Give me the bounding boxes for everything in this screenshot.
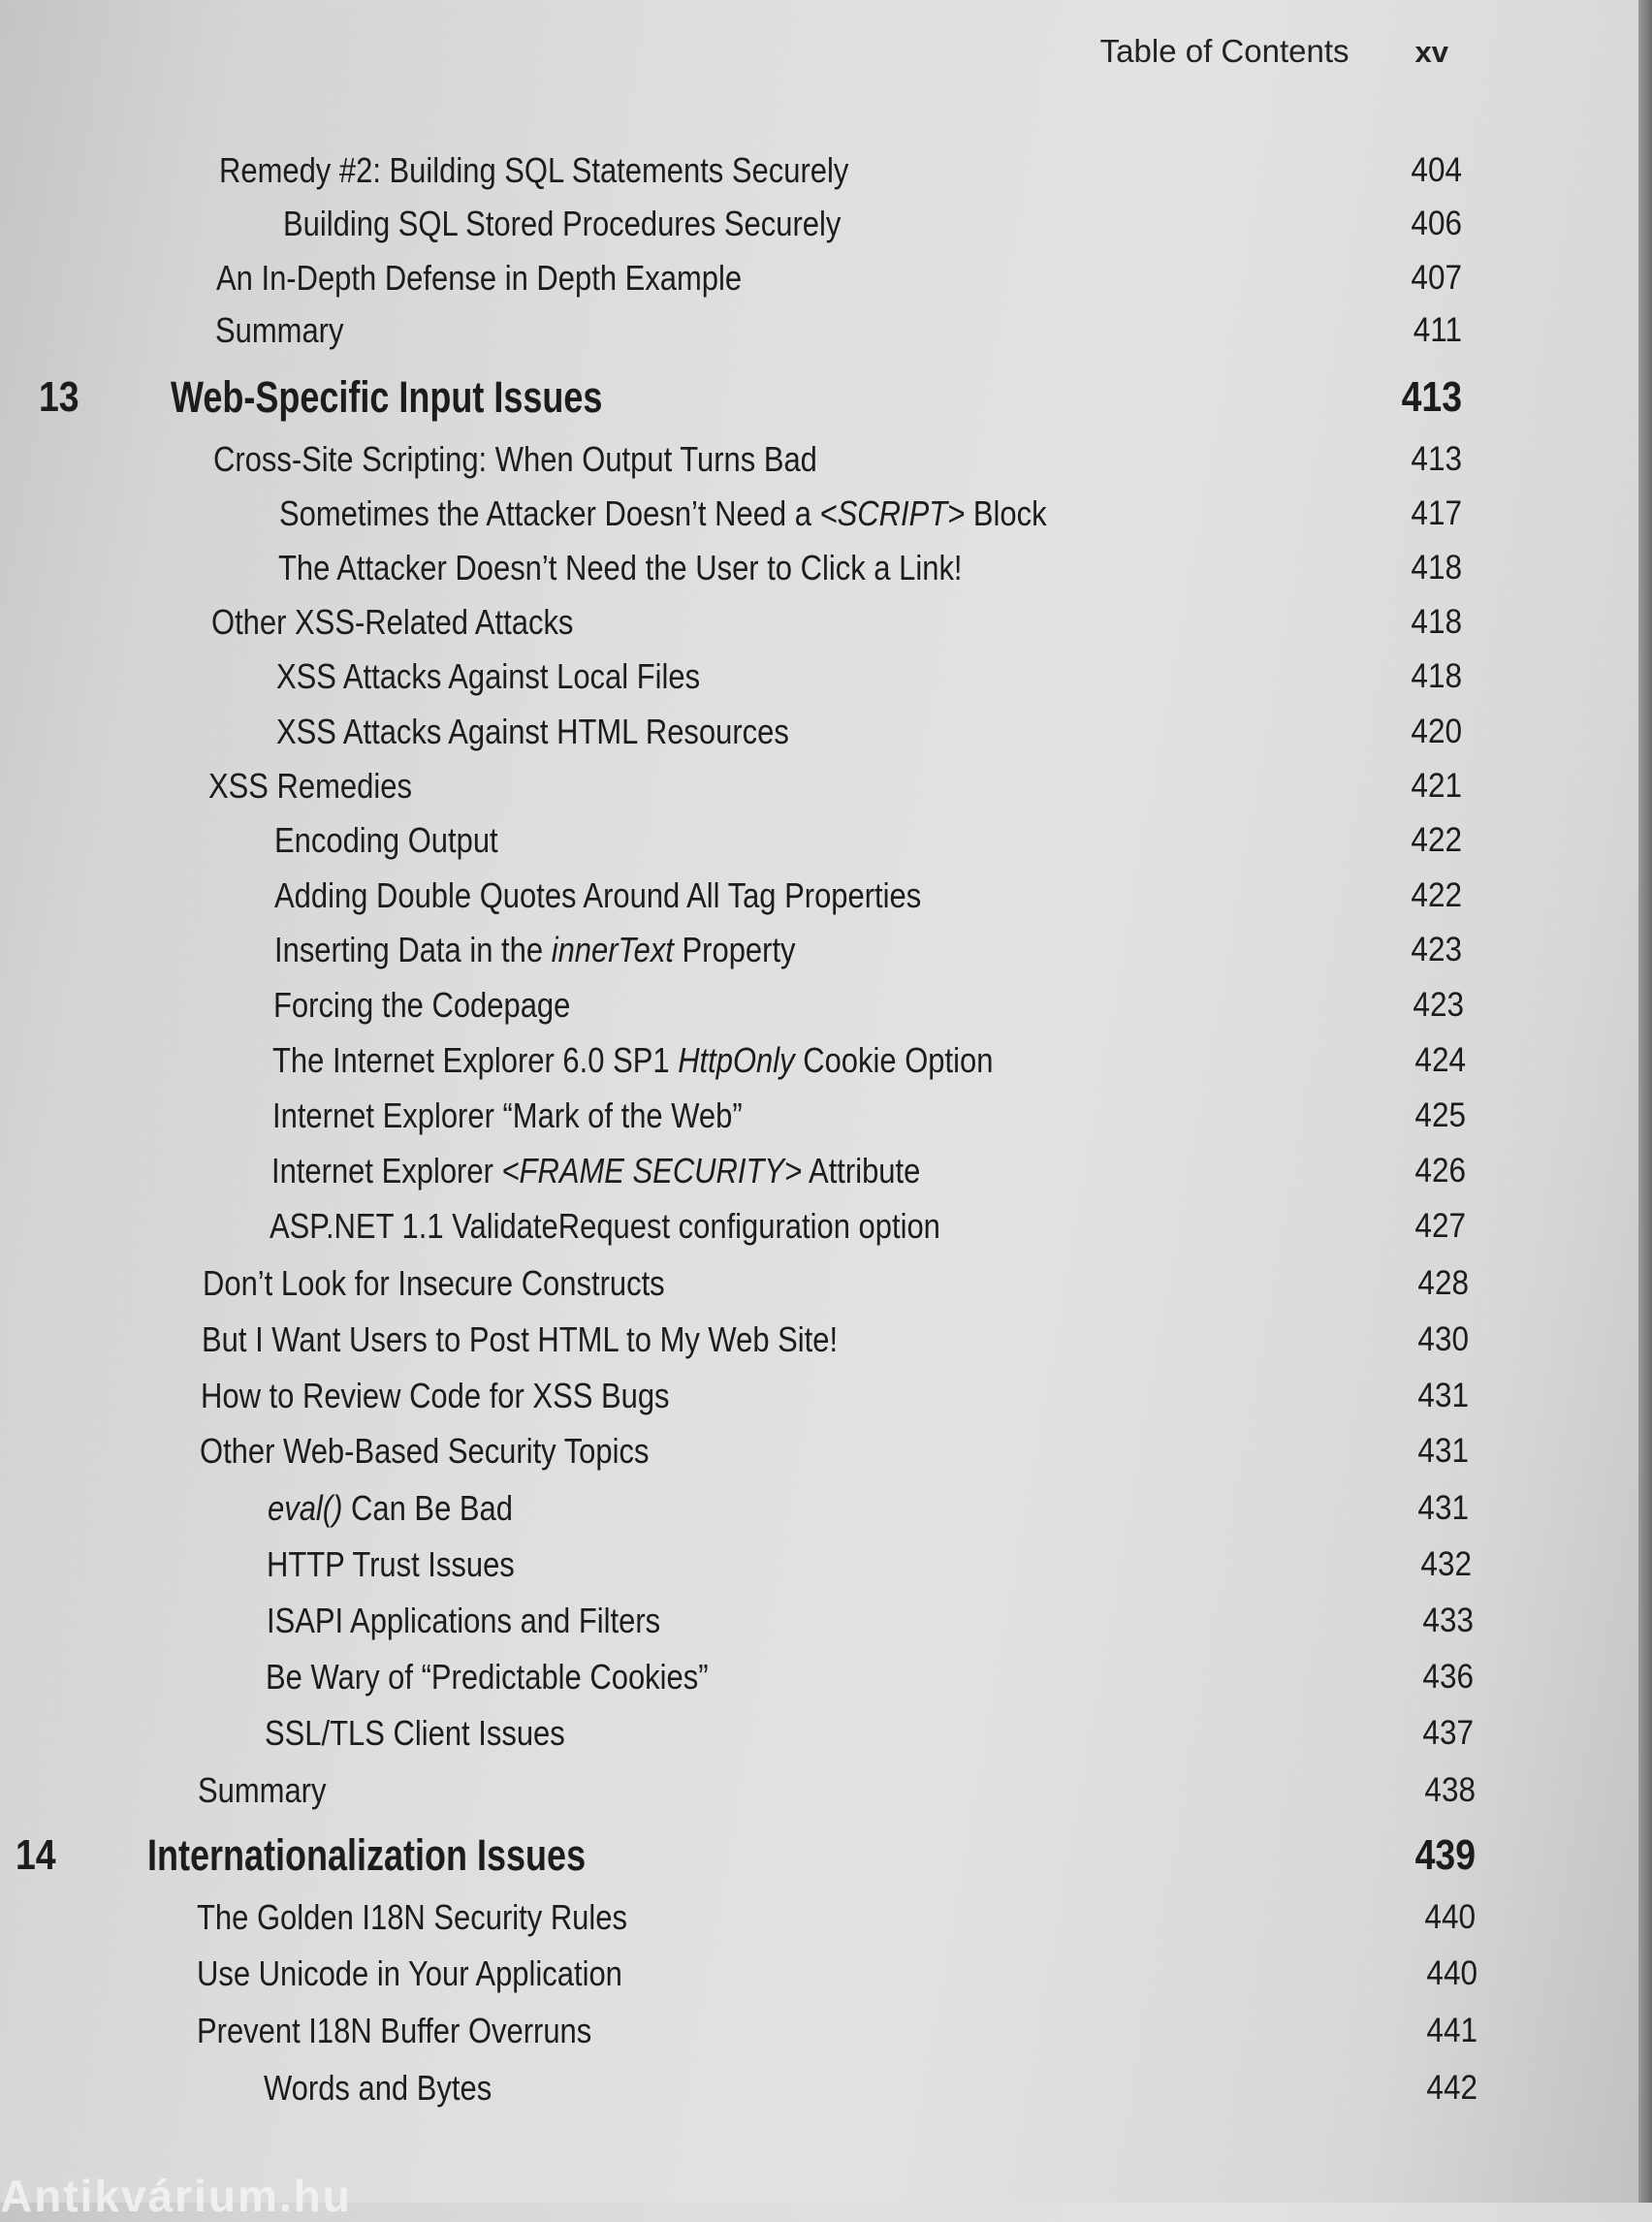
toc-entry-page-number: 431 [1417,1489,1469,1527]
page-edge [1638,0,1652,2203]
entry-text-before: Sometimes the Attacker Doesn’t Need a [279,493,820,533]
toc-entry-title: Remedy #2: Building SQL Statements Securely [219,150,849,190]
chapter-title: Internationalization Issues [147,1830,587,1880]
entry-text-italic: <FRAME SECURITY> [501,1151,803,1190]
chapter-page-number: 439 [1414,1831,1476,1879]
toc-entry-title: Other XSS-Related Attacks [211,602,574,642]
toc-entry-page-number: 404 [1411,151,1462,189]
toc-entry-page-number: 426 [1414,1152,1466,1190]
toc-entry-page-number: 437 [1422,1714,1474,1752]
toc-entry-page-number: 440 [1426,1954,1477,1992]
toc-entry-title: Forcing the Codepage [273,985,571,1025]
toc-entry-title: Summary [215,310,344,350]
entry-text-after: Can Be Bad [342,1488,513,1528]
toc-entry-page-number: 422 [1411,876,1462,914]
toc-entry-title: The Golden I18N Security Rules [197,1897,627,1937]
toc-entry-page-number: 431 [1417,1432,1469,1470]
toc-entry-title: Adding Double Quotes Around All Tag Properties [274,875,922,915]
toc-entry-page-number: 417 [1411,494,1462,532]
chapter-title: Web-Specific Input Issues [171,372,603,422]
toc-entry-title: XSS Attacks Against Local Files [276,656,701,696]
toc-entry-page-number: 425 [1414,1096,1466,1134]
toc-entry-page-number: 423 [1413,986,1464,1024]
toc-entry-page-number: 406 [1411,205,1462,242]
toc-entry-page-number: 411 [1413,311,1462,349]
chapter-page-number: 413 [1401,373,1462,421]
entry-text-before: Internet Explorer [271,1151,502,1190]
toc-entry-title [268,1488,513,1528]
toc-entry-title: Other Web-Based Security Topics [200,1431,650,1471]
toc-entry-title: Building SQL Stored Procedures Securely [283,204,842,243]
toc-entry-title [279,493,1047,533]
toc-entry-title [271,1151,921,1190]
toc-entry-page-number: 430 [1417,1320,1469,1358]
entry-text-after: Cookie Option [794,1040,994,1080]
toc-entry-title: An In-Depth Defense in Depth Example [216,258,743,298]
toc-entry-title: HTTP Trust Issues [267,1544,515,1584]
chapter-number: 13 [39,373,79,421]
toc-entry-page-number: 421 [1411,767,1462,805]
entry-text-before: Inserting Data in the [274,930,552,969]
toc-entry-title: Be Wary of “Predictable Cookies” [266,1657,709,1697]
toc-entry-title: Summary [198,1770,327,1810]
toc-entry-page-number: 433 [1422,1602,1474,1639]
entry-text-italic: HttpOnly [678,1040,795,1080]
toc-entry-title [272,1040,994,1080]
toc-entry-title: XSS Remedies [208,766,412,806]
toc-entry-page-number: 436 [1422,1658,1474,1696]
toc-entry-page-number: 438 [1424,1771,1476,1809]
toc-entry-title: SSL/TLS Client Issues [265,1713,565,1753]
toc-entry-page-number: 440 [1424,1898,1476,1936]
toc-entry-title: How to Review Code for XSS Bugs [201,1376,670,1415]
toc-entry-page-number: 418 [1411,657,1462,695]
toc-entry-title: The Attacker Doesn’t Need the User to Click a Link! [278,548,963,587]
toc-entry-page-number: 432 [1420,1545,1472,1583]
toc-entry-page-number: 424 [1414,1041,1466,1079]
toc-entry-title [274,930,796,969]
toc-entry-title: Prevent I18N Buffer Overruns [197,2011,592,2050]
toc-entry-page-number: 428 [1417,1264,1469,1302]
running-head-page-number: xv [1414,35,1448,69]
toc-entry-page-number: 407 [1411,259,1462,297]
toc-entry-title: Use Unicode in Your Application [197,1953,622,1993]
toc-entry-page-number: 413 [1411,440,1462,478]
toc-entry-page-number: 420 [1411,713,1462,750]
entry-text-before: The Internet Explorer 6.0 SP1 [272,1040,679,1080]
toc-entry-page-number: 427 [1414,1207,1466,1245]
toc-entry-page-number: 442 [1426,2069,1477,2107]
entry-text-after: Block [965,493,1047,533]
entry-text-italic: <SCRIPT> [819,493,966,533]
toc-entry-title: Cross-Site Scripting: When Output Turns Bad [213,439,817,479]
toc-entry-title: Words and Bytes [264,2068,492,2108]
toc-entry-title: Don’t Look for Insecure Constructs [203,1263,665,1303]
toc-entry-page-number: 418 [1411,549,1462,587]
toc-entry-page-number: 431 [1417,1377,1469,1414]
entry-text-after: Property [673,930,796,969]
toc-entry-title: ASP.NET 1.1 ValidateRequest configuration option [270,1206,940,1246]
toc-entry-title: ISAPI Applications and Filters [267,1601,661,1640]
toc-entry-page-number: 422 [1411,821,1462,859]
entry-text-italic: innerText [551,930,674,969]
watermark: Antikvárium.hu [0,2171,352,2221]
toc-entry-title: XSS Attacks Against HTML Resources [276,712,789,751]
entry-text-after: Attribute [802,1151,921,1190]
chapter-number: 14 [16,1831,56,1879]
toc-entry-title: Encoding Output [274,820,498,860]
running-head-title: Table of Contents [1099,33,1350,69]
toc-entry-page-number: 441 [1426,2012,1477,2049]
toc-entry-page-number: 423 [1411,931,1462,968]
toc-entry-title: Internet Explorer “Mark of the Web” [272,1095,743,1135]
toc-entry-title: But I Want Users to Post HTML to My Web Site! [202,1319,839,1359]
entry-text-italic: eval() [268,1488,343,1528]
toc-entry-page-number: 418 [1411,603,1462,641]
